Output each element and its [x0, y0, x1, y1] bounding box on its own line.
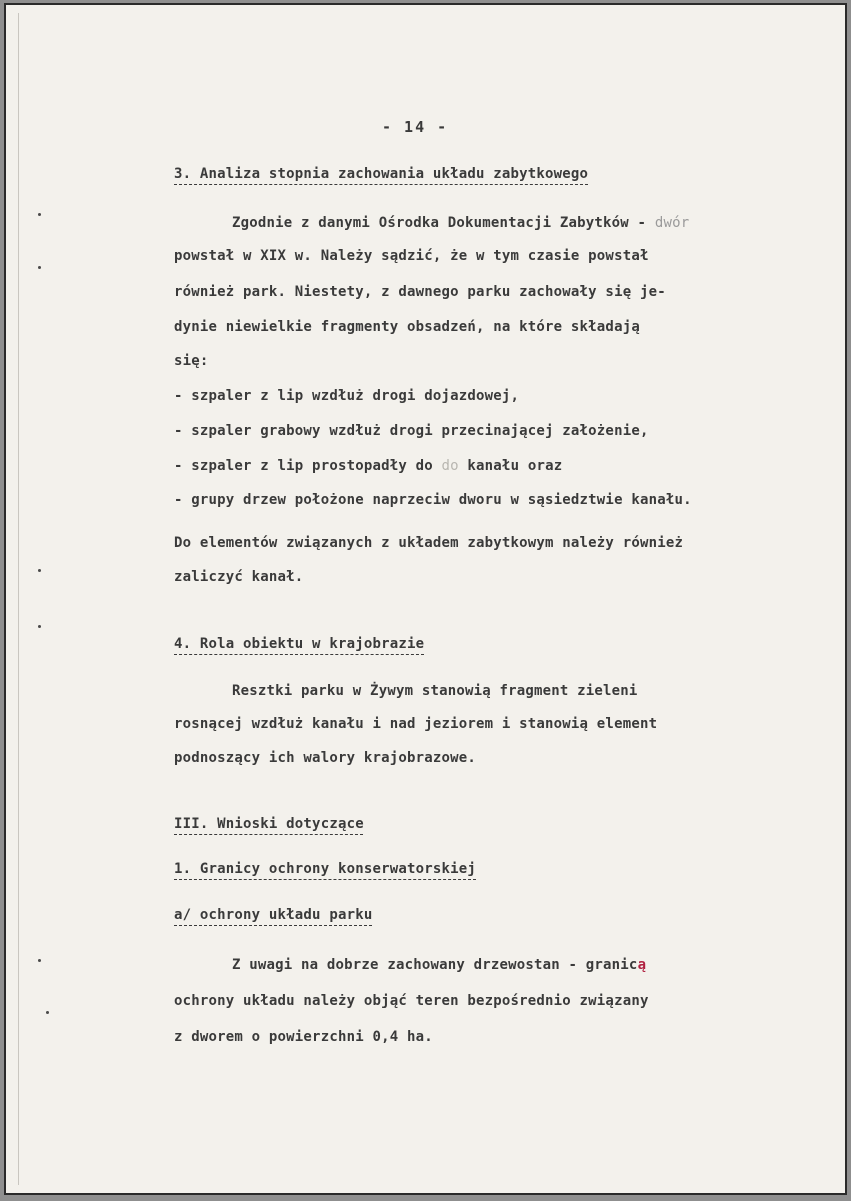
punch-hole-mark — [46, 1011, 49, 1014]
paragraph-line — [232, 215, 689, 231]
punch-hole-mark — [38, 213, 41, 216]
section-3-heading: 3. Analiza stopnia zachowania układu zabytkowego — [174, 166, 589, 182]
paragraph-text: Zgodnie z danymi Ośrodka Dokumentacji Zabytków - — [232, 215, 647, 231]
section-iii-heading: III. Wnioski dotyczące — [174, 816, 364, 832]
faint-text: do — [441, 458, 459, 474]
paragraph-line: również park. Niestety, z dawnego parku zachowały się je- — [174, 284, 666, 300]
paragraph-line: Resztki parku w Żywym stanowią fragment zieleni — [232, 683, 638, 699]
subsection-heading: a/ ochrony układu parku — [174, 907, 373, 923]
paragraph-line: podnoszący ich walory krajobrazowe. — [174, 750, 477, 766]
punch-hole-mark — [38, 266, 41, 269]
list-item: - szpaler z lip wzdłuż drogi dojazdowej, — [174, 388, 520, 404]
list-item: - grupy drzew położone naprzeciw dworu w sąsiedztwie kanału. — [174, 492, 692, 508]
paragraph-line: rosnącej wzdłuż kanału i nad jeziorem i stanowią element — [174, 716, 658, 732]
paragraph-line — [232, 957, 646, 973]
paragraph-line: z dworem o powierzchni 0,4 ha. — [174, 1029, 433, 1045]
punch-hole-mark — [38, 625, 41, 628]
paragraph-line: powstał w XIX w. Należy sądzić, że w tym czasie powstał — [174, 248, 649, 264]
page-number: - 14 - — [382, 118, 449, 136]
document-page — [4, 3, 847, 1195]
list-item — [174, 458, 562, 474]
paragraph-line: ochrony układu należy objąć teren bezpośrednio związany — [174, 993, 649, 1009]
list-item-text: - szpaler z lip prostopadły do — [174, 458, 433, 474]
paragraph-line: się: — [174, 353, 209, 369]
list-item-text-end: kanału oraz — [467, 458, 563, 474]
punch-hole-mark — [38, 569, 41, 572]
paragraph-line: Do elementów związanych z układem zabytkowym należy również — [174, 535, 684, 551]
paragraph-line: dynie niewielkie fragmenty obsadzeń, na które składają — [174, 319, 640, 335]
handwritten-note: dwór — [654, 215, 690, 231]
paragraph-line: zaliczyć kanał. — [174, 569, 304, 585]
punch-hole-mark — [38, 959, 41, 962]
list-item: - szpaler grabowy wzdłuż drogi przecinającej założenie, — [174, 423, 649, 439]
red-ink-correction: ą — [637, 957, 647, 973]
section-4-heading: 4. Rola obiektu w krajobrazie — [174, 636, 425, 652]
subsection-heading: 1. Granicy ochrony konserwatorskiej — [174, 861, 477, 877]
paragraph-text: Z uwagi na dobrze zachowany drzewostan - granic — [232, 957, 638, 973]
